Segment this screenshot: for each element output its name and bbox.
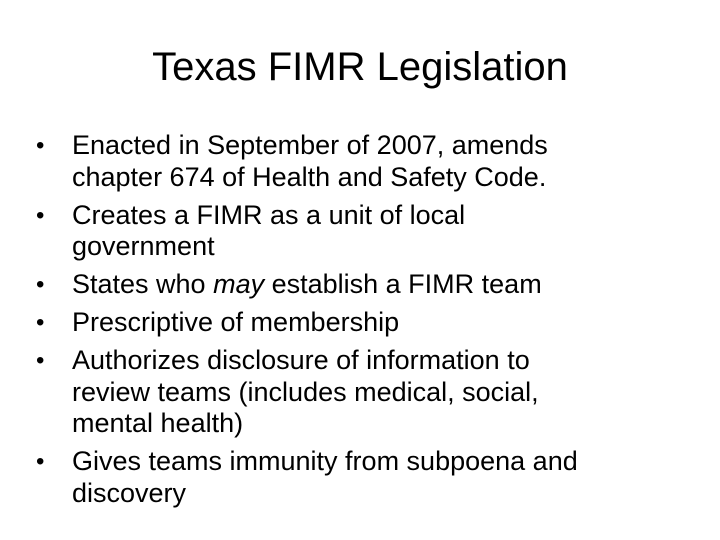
bullet-text-line: review teams (includes medical, social, bbox=[72, 376, 539, 407]
bullet-text-line: mental health) bbox=[72, 408, 244, 438]
bullet-text-line: chapter 674 of Health and Safety Code. bbox=[72, 161, 547, 192]
bullet-dot-icon: • bbox=[36, 271, 45, 298]
bullet-item bbox=[36, 345, 686, 440]
bullet-item bbox=[36, 269, 686, 301]
bullet-dot-icon: • bbox=[36, 309, 45, 336]
bullet-text-line: Prescriptive of membership bbox=[72, 307, 400, 337]
bullet-dot-icon: • bbox=[36, 347, 45, 374]
bullet-text-before: States who bbox=[72, 269, 214, 299]
bullet-item bbox=[36, 446, 686, 509]
slide-title: Texas FIMR Legislation bbox=[152, 45, 568, 89]
bullet-list bbox=[36, 130, 686, 516]
bullet-text-line: discovery bbox=[72, 477, 187, 508]
bullet-item bbox=[36, 130, 686, 193]
bullet-text-emphasis: may bbox=[213, 269, 265, 299]
bullet-item bbox=[36, 307, 686, 339]
bullet-text-line: Enacted in September of 2007, amends bbox=[72, 130, 548, 160]
bullet-dot-icon: • bbox=[36, 132, 45, 159]
bullet-text-after: establish a FIMR team bbox=[264, 269, 542, 299]
bullet-text-line: Creates a FIMR as a unit of local bbox=[72, 199, 466, 230]
bullet-item bbox=[36, 200, 686, 263]
bullet-dot-icon: • bbox=[36, 448, 45, 475]
bullet-dot-icon: • bbox=[36, 201, 45, 229]
bullet-text-line: Authorizes disclosure of information to bbox=[72, 345, 530, 375]
bullet-text-line: government bbox=[72, 231, 215, 261]
bullet-text-line: Gives teams immunity from subpoena and bbox=[72, 446, 578, 476]
bullet-text-line bbox=[72, 269, 686, 301]
